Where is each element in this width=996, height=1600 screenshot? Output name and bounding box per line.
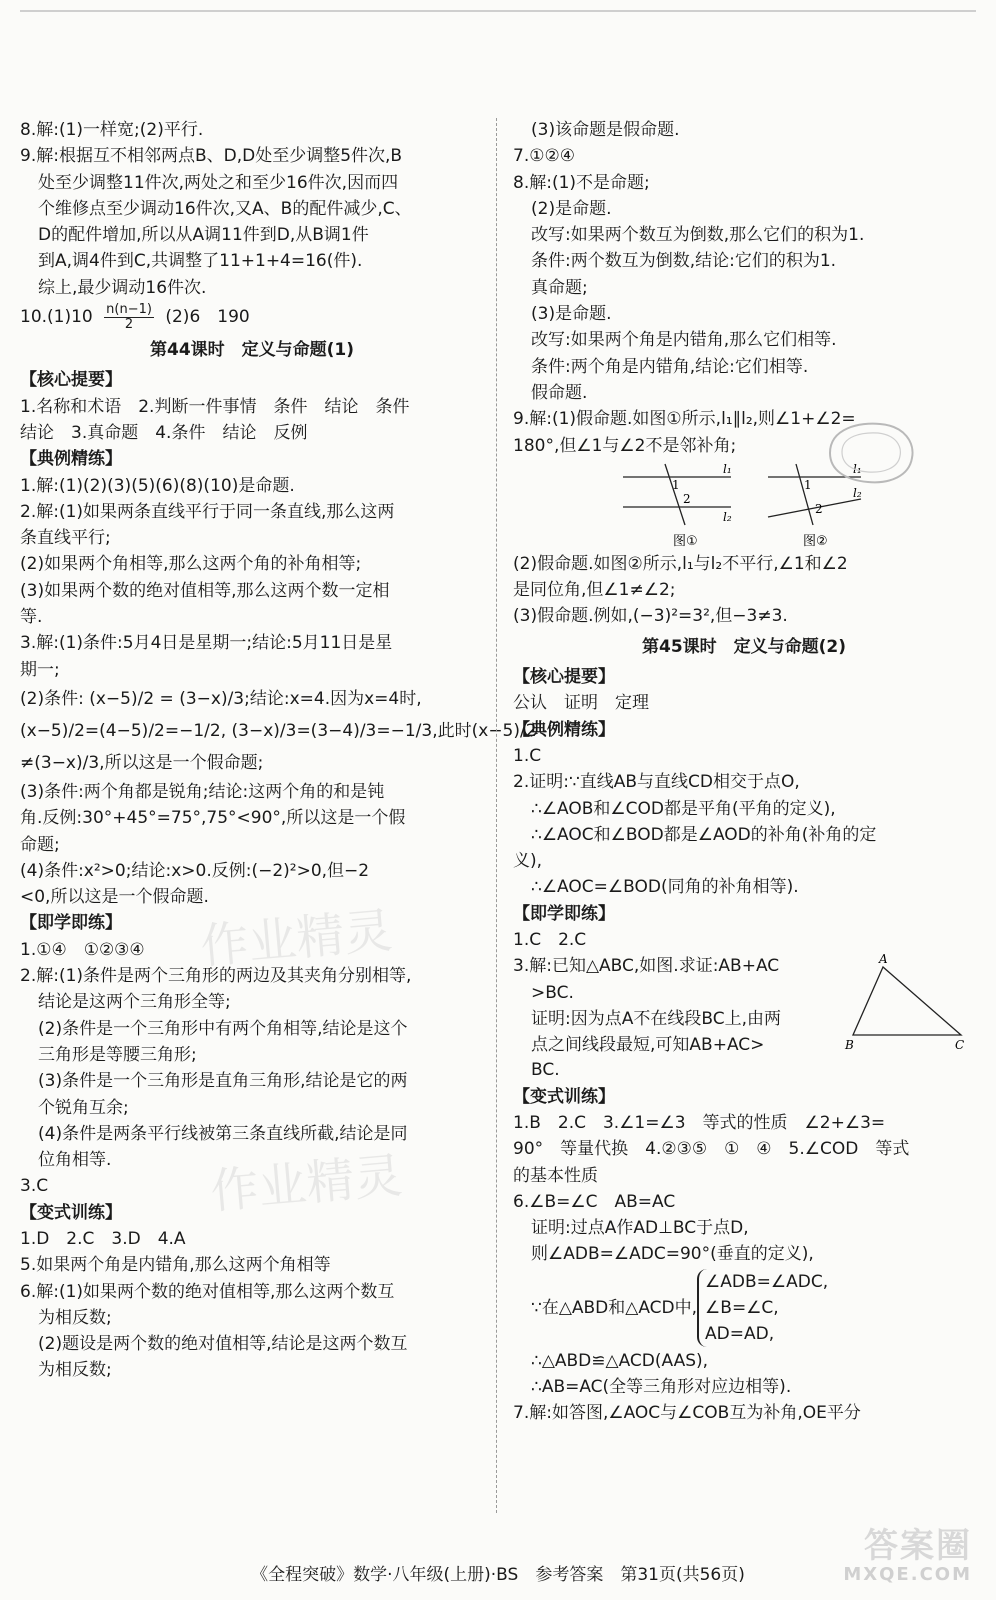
l1-label: l₁	[853, 461, 862, 476]
text-line	[20, 301, 484, 333]
text-line: (2)题设是两个数的绝对值相等,结论是这两个数互	[38, 1334, 408, 1355]
text-line: 条直线平行;	[20, 528, 111, 549]
text-line: (3)该命题是假命题.	[531, 120, 680, 140]
text-line: 为相反数;	[38, 1307, 112, 1328]
text-line: 假命题.	[531, 382, 588, 403]
text-line: 8.解:(1)不是命题;	[513, 172, 650, 193]
l2-label: l₂	[723, 509, 732, 524]
text-line: 1.名称和术语 2.判断一件事情 条件 结论 条件	[20, 396, 410, 417]
congruence-conditions	[513, 1268, 975, 1348]
text-line: 6.解:(1)如果两个数的绝对值相等,那么这两个数互	[20, 1281, 395, 1302]
condition-line: ∠B=∠C,	[705, 1297, 779, 1318]
angle-1-label: 1	[804, 477, 812, 492]
text-line: 1.D 2.C 3.D 4.A	[20, 1228, 186, 1249]
text-line: 2.解:(1)如果两条直线平行于同一条直线,那么这两	[20, 501, 395, 522]
text-line: 9.解:(1)假命题.如图①所示,l₁∥l₂,则∠1+∠2=	[513, 409, 856, 430]
text-line: >BC.	[531, 982, 574, 1003]
text-line: 180°,但∠1与∠2不是邻补角;	[513, 435, 737, 456]
text-line: 个维修点至少调动16件次,又A、B的配件减少,C、	[38, 198, 412, 219]
triangle-figure	[843, 953, 973, 1053]
vertex-a-label: A	[879, 952, 888, 967]
text-line: 处至少调整11件次,两处之和至少16件次,因而四	[38, 172, 399, 193]
text-line: 点之间线段最短,可知AB+AC>	[531, 1035, 765, 1056]
logo-subtext: MXQE.COM	[843, 1564, 972, 1585]
text-line: (2)是命题.	[531, 198, 612, 219]
text-line: 条件:两个数互为倒数,结论:它们的积为1.	[531, 251, 837, 272]
text-line: 7.①②④	[513, 146, 575, 167]
text-line: 9.解:根据互不相邻两点B、D,D处至少调整5件次,B	[20, 146, 403, 167]
text-line: ∴AB=AC(全等三角形对应边相等).	[531, 1376, 792, 1397]
text-line: 命题;	[20, 834, 60, 855]
text-line: ∴△ABD≌△ACD(AAS),	[531, 1350, 709, 1371]
text-line: 改写:如果两个数互为倒数,那么它们的积为1.	[531, 225, 865, 246]
text-line: 3.解:(1)条件:5月4日是星期一;结论:5月11日是星	[20, 633, 393, 654]
lesson-title: 第45课时 定义与命题(2)	[641, 636, 847, 657]
text-line: 证明:因为点A不在线段BC上,由两	[531, 1008, 781, 1029]
text-line: BC.	[531, 1060, 560, 1081]
top-rule	[20, 10, 976, 12]
section-heading: 【变式训练】	[20, 1202, 122, 1223]
column-divider	[496, 118, 497, 1513]
text-line: (2)假命题.如图②所示,l₁与l₂不平行,∠1和∠2	[513, 553, 848, 574]
text-line: 7.解:如答图,∠AOC与∠COB互为补角,OE平分	[513, 1403, 861, 1424]
text-line: 2.解:(1)条件是两个三角形的两边及其夹角分别相等,	[20, 966, 412, 987]
text-line: ∴∠AOC=∠BOD(同角的补角相等).	[531, 877, 799, 898]
section-heading: 【典例精练】	[20, 449, 122, 470]
triangle-text	[513, 953, 843, 1058]
section-heading: 【变式训练】	[513, 1086, 615, 1107]
triangle-abc	[853, 967, 961, 1035]
angle-2-label: 2	[815, 501, 823, 516]
triangle-problem	[513, 953, 975, 1063]
text-line: (3)条件:两个角都是锐角;结论:这两个角的和是钝	[20, 781, 385, 802]
section-heading: 【核心提要】	[513, 667, 615, 688]
text-line: (4)条件是两条平行线被第三条直线所截,结论是同	[38, 1123, 408, 1144]
text-line: 90° 等量代换 4.②③⑤ ① ④ 5.∠COD 等式	[513, 1139, 910, 1160]
transversal-fig2	[796, 464, 813, 525]
brace-group	[697, 1269, 828, 1347]
text-line: (2)如果两个角相等,那么这两个角的补角相等;	[20, 554, 362, 575]
angle-1-label: 1	[672, 477, 680, 492]
lesson-title: 第44课时 定义与命题(1)	[149, 340, 355, 361]
section-heading: 【即学即练】	[513, 903, 615, 924]
text-line: 是同位角,但∠1≠∠2;	[513, 580, 676, 601]
text-line: (4)条件:x²>0;结论:x>0.反例:(−2)²>0,但−2	[20, 860, 370, 881]
text-line: 1.C	[513, 745, 542, 766]
figure-2-caption: 图②	[803, 533, 828, 549]
text-line: <0,所以这是一个假命题.	[20, 887, 209, 908]
text-line: (3)条件是一个三角形是直角三角形,结论是它的两	[38, 1071, 408, 1092]
text-line: ≠(3−x)/3,所以这是一个假命题;	[20, 752, 264, 773]
transversal-fig1	[665, 464, 685, 525]
text-line: 3.解:已知△ABC,如图.求证:AB+AC	[513, 956, 780, 977]
text-line: 个锐角互余;	[38, 1097, 129, 1118]
text-line: 义),	[513, 851, 543, 872]
text-line: (2)条件是一个三角形中有两个角相等,结论是这个	[38, 1018, 408, 1039]
text-line: 公认 证明 定理	[513, 693, 649, 714]
text-line: 6.∠B=∠C AB=AC	[513, 1191, 676, 1212]
text-line: 的基本性质	[513, 1165, 598, 1186]
section-heading: 【核心提要】	[20, 370, 122, 391]
text-line: 1.C 2.C	[513, 930, 587, 951]
text-line: 综上,最少调动16件次.	[38, 277, 207, 298]
text-line: (2)条件: (x−5)/2 = (3−x)/3;结论:x=4.因为x=4时,	[20, 688, 422, 709]
text-line: 条件:两个角是内错角,结论:它们相等.	[531, 356, 809, 377]
vertex-c-label: C	[955, 1038, 965, 1053]
text-line: 3.C	[20, 1176, 49, 1197]
text-line: 5.如果两个角是内错角,那么这两个角相等	[20, 1255, 331, 1276]
text-line: 等.	[20, 607, 43, 628]
text-line: 1.解:(1)(2)(3)(5)(6)(8)(10)是命题.	[20, 475, 295, 496]
text-line: 8.解:(1)一样宽;(2)平行.	[20, 120, 204, 140]
text-line: 期一;	[20, 659, 60, 680]
watermark: 作业精灵	[198, 902, 395, 976]
section-heading: 【即学即练】	[20, 913, 122, 934]
text-line: ∴∠AOC和∠BOD都是∠AOD的补角(补角的定	[531, 824, 877, 845]
text-line: 2.证明:∵直线AB与直线CD相交于点O,	[513, 772, 800, 793]
seal-stamp-icon	[820, 418, 920, 488]
text-line: (x−5)/2=(4−5)/2=−1/2, (3−x)/3=(3−4)/3=−1/3,此时(x−5)/2	[20, 720, 537, 741]
fraction-num: n(n−1)	[106, 301, 152, 317]
l1-label: l₁	[723, 461, 732, 476]
section-heading: 【典例精练】	[513, 719, 615, 740]
text-line: (3)假命题.例如,(−3)²=3²,但−3≠3.	[513, 606, 788, 627]
fraction	[104, 303, 154, 332]
text-line: 为相反数;	[38, 1360, 112, 1381]
site-logo	[820, 1512, 980, 1596]
condition-line: ∠ADB=∠ADC,	[705, 1271, 829, 1292]
answer-num: 10.(1)10	[20, 307, 93, 328]
text-line: 结论是这两个三角形全等;	[38, 992, 231, 1013]
fraction-den: 2	[124, 316, 134, 332]
l2-label: l₂	[853, 485, 862, 500]
text-line: 1.B 2.C 3.∠1=∠3 等式的性质 ∠2+∠3=	[513, 1112, 886, 1133]
text-line: D的配件增加,所以从A调11件到D,从B调1件	[38, 225, 369, 246]
figure-1-caption: 图①	[673, 533, 698, 549]
text-line: 结论 3.真命题 4.条件 结论 反例	[20, 422, 308, 443]
logo-text: 答案圈	[864, 1526, 972, 1566]
answer-num: (2)6 190	[165, 307, 250, 328]
text-line: 改写:如果两个角是内错角,那么它们相等.	[531, 330, 837, 351]
angle-2-label: 2	[683, 491, 691, 506]
page-footer: 《全程突破》数学·八年级(上册)·BS 参考答案 第31页(共56页)	[251, 1565, 745, 1585]
text-line: 角.反例:30°+45°=75°,75°<90°,所以这是一个假	[20, 808, 406, 829]
text-line: 三角形是等腰三角形;	[38, 1044, 197, 1065]
watermark: 作业精灵	[208, 1147, 405, 1221]
condition-line: AD=AD,	[705, 1324, 775, 1345]
vertex-b-label: B	[845, 1038, 854, 1053]
right-column	[513, 117, 975, 1427]
text-line: 1.①④ ①②③④	[20, 939, 145, 960]
text-line: 位角相等.	[38, 1150, 112, 1171]
text-line: 到A,调4件到C,共调整了11+1+4=16(件).	[38, 251, 363, 272]
text-line: ∴∠AOB和∠COD都是平角(平角的定义),	[531, 798, 836, 819]
text-line: ∵在△ABD和△ACD中,	[531, 1297, 698, 1318]
text-line: (3)如果两个数的绝对值相等,那么这两个数一定相	[20, 580, 390, 601]
text-line: 证明:过点A作AD⊥BC于点D,	[531, 1218, 749, 1239]
text-line: (3)是命题.	[531, 304, 612, 325]
text-line: 真命题;	[531, 277, 588, 298]
text-line: 则∠ADB=∠ADC=90°(垂直的定义),	[531, 1244, 814, 1265]
